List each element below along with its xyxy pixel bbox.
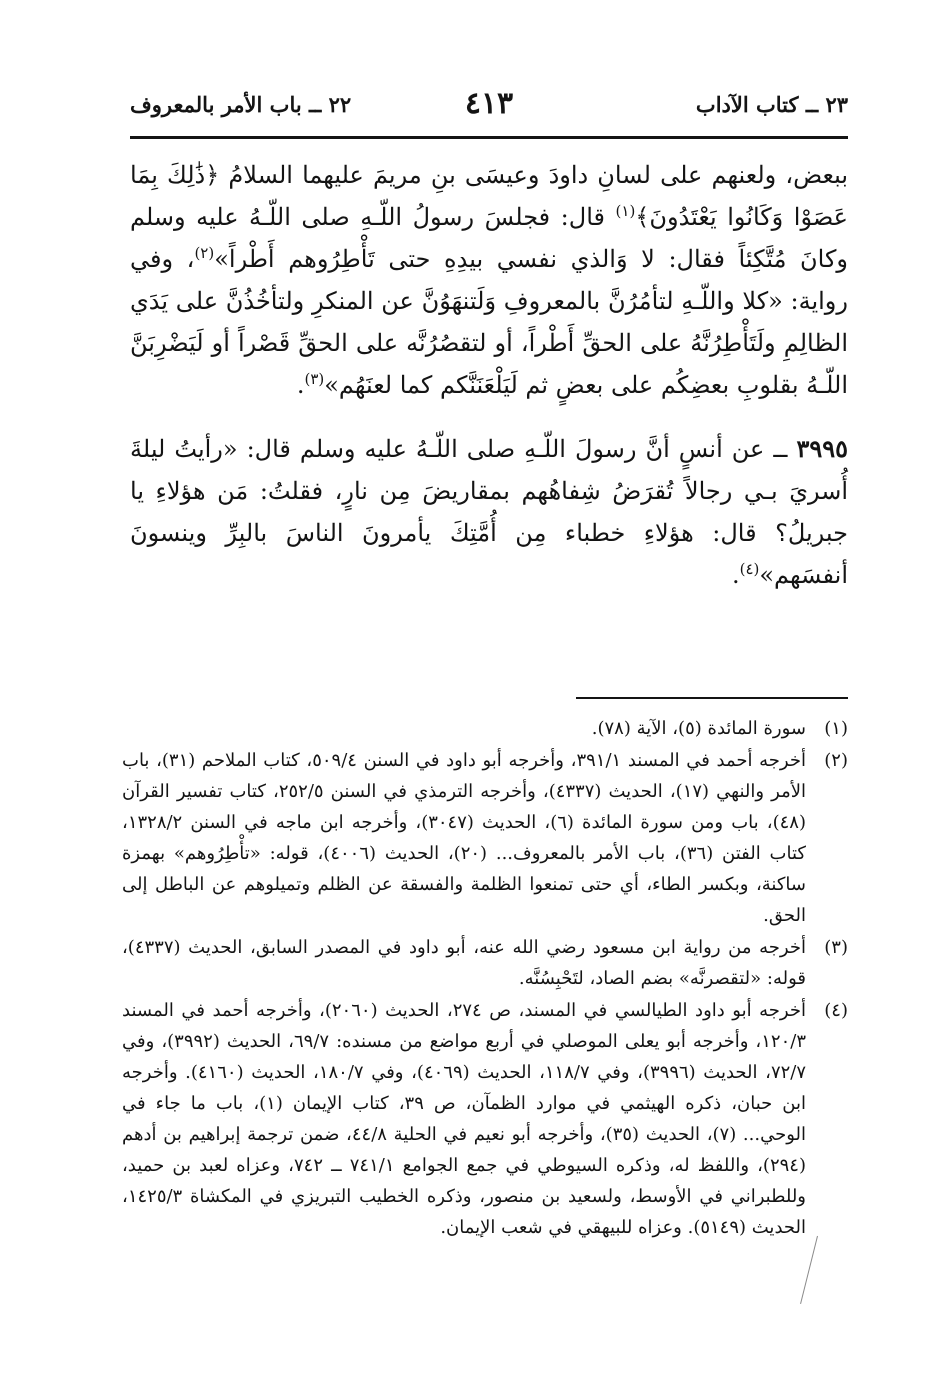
footnote-mark: (١) (824, 718, 848, 739)
footnote-separator (576, 697, 848, 699)
footnote-3 (122, 932, 848, 994)
footnote-text: أخرجه من رواية ابن مسعود رضي الله عنه، أبو داود في المصدر السابق، الحديث (٤٣٣٧)، قوله: «لتقصرنَّه» بضم الصاد، لتَحْبِسُنَّه. (122, 937, 806, 989)
footnote-4 (122, 995, 848, 1243)
paragraph-text: قال: فجلسَ رسولُ اللّـهِ صلى اللّـهُ عليه وسلم وكانَ مُتَّكِئاً فقال: لا وَالذي نفسي بيدِهِ حتى تَأْطِرُوهم أَطْراً» (130, 203, 849, 273)
margin-pencil-line (800, 1236, 818, 1304)
footnote-mark: (٢) (824, 750, 848, 771)
footnote-ref-1[interactable]: (١) (615, 202, 636, 220)
main-text (130, 154, 848, 596)
paragraph-end: . (296, 371, 305, 399)
header-rule (130, 136, 848, 139)
footnote-mark: (٣) (824, 937, 848, 958)
footnote-ref-2[interactable]: (٢) (194, 244, 215, 262)
footnote-ref-3[interactable]: (٣) (304, 370, 325, 388)
hadith-text: ــ عن أنسٍ أنَّ رسولَ اللّـهِ صلى اللّـهُ عليه وسلم قال: «رأيتُ ليلةَ أُسريَ بـي رجالاً تُقرَضُ شِفاهُهم بمقاريضَ مِن نارٍ، فقلتُ: مَن هؤلاءِ يا جبريلُ؟ قال: هؤلاءِ خطباء مِن أُمَّتِكَ يأمرونَ الناسَ بالبِرِّ وينسونَ أنفسَهم» (130, 435, 848, 589)
footnote-1 (122, 713, 848, 744)
footnote-text: أخرجه أحمد في المسند ٣٩١/١، وأخرجه أبو داود في السنن ٥٠٩/٤، كتاب الملاحم (٣١)، باب الأمر والنهي (١٧)، الحديث (٤٣٣٧)، وأخرجه الترمذي في السنن ٢٥٢/٥، كتاب تفسير القرآن (٤٨)، باب ومن سورة المائدة (٦)، الحديث (٣٠٤٧)، وأخرجه ابن ماجه في السنن ١٣٢٨/٢، كتاب الفتن (٣٦)، باب الأمر بالمعروف... (٢٠)، الحديث (٤٠٠٦)، قوله: «تأْطِرُوهم» بهمزة ساكنة، وبكسر الطاء، أي حتى تمنعوا الظلمة والفسقة عن الظلم وتميلوهم عن الباطل إلى الحق. (122, 750, 806, 926)
paragraph-text: ، وفي رواية: «كلا واللّـهِ لتأمُرُنَّ بالمعروفِ وَلَتنهَوُنَّ عن المنكرِ ولتأخُذُنَّ على يَدَي الظالِمِ ولَتَأْطِرُنَّهُ على الحقِّ أَطْراً، أو لتقصُرُنَّه على الحقِّ قَصْراً أو لَيَضْرِبَنَّ اللّـهُ بقلوبِ بعضِكُم على بعضٍ ثم لَيَلْعَنَنَّكم كما لعنَهُم» (130, 245, 848, 399)
hadith-number: ٣٩٩٥ (796, 434, 848, 463)
page-number: ٤١٣ (464, 86, 514, 121)
footnotes (122, 713, 848, 1244)
footnote-text: أخرجه أبو داود الطيالسي في المسند، ص ٢٧٤، الحديث (٢٠٦٠)، وأخرجه أحمد في المسند ١٢٠/٣، وأخرجه أبو يعلى الموصلي في أربع مواضع من مسنده: ٦٩/٧، الحديث (٣٩٩٢)، وفي ٧٢/٧، الحديث (٣٩٩٦)، وفي ١١٨/٧، الحديث (٤٠٦٩)، وفي ١٨٠/٧، الحديث (٤١٦٠). وأخرجه ابن حبان، ذكره الهيثمي في موارد الظمآن، ص ٣٩، كتاب الإيمان (١)، باب ما جاء في الوحي... (٧)، الحديث (٣٥)، وأخرجه أبو نعيم في الحلية ٤٤/٨، ضمن ترجمة إبراهيم بن أدهم (٢٩٤)، واللفظ له، وذكره السيوطي في جمع الجوامع ٧٤١/١ ــ ٧٤٢، وعزاه لعبد بن حميد، وللطبراني في الأوسط، ولسعيد بن منصور، وذكره الخطيب التبريزي في المكشاة ١٤٢٥/٣، الحديث (٥١٤٩). وعزاه للبيهقي في شعب الإيمان. (122, 1000, 807, 1238)
paragraph-hadith-continuation (130, 154, 848, 406)
running-header (130, 86, 848, 136)
paragraph-text: ببعض، ولعنهم على لسانِ داودَ وعيسَى بنِ مريمَ عليهما السلامُ ﴿ذَٰلِكَ بِمَا عَصَوْا وَكَانُوا يَعْتَدُونَ﴾ (130, 161, 848, 231)
paragraph-end: . (731, 561, 740, 589)
book-title: ٢٣ ــ كتاب الآداب (695, 92, 848, 117)
chapter-title: ٢٢ ــ باب الأمر بالمعروف (130, 92, 352, 117)
footnote-mark: (٤) (824, 1000, 848, 1021)
footnote-ref-4[interactable]: (٤) (739, 560, 760, 578)
footnote-text: سورة المائدة (٥)، الآية (٧٨). (591, 718, 806, 739)
paragraph-hadith-3995 (130, 428, 848, 596)
footnote-2 (122, 745, 848, 931)
